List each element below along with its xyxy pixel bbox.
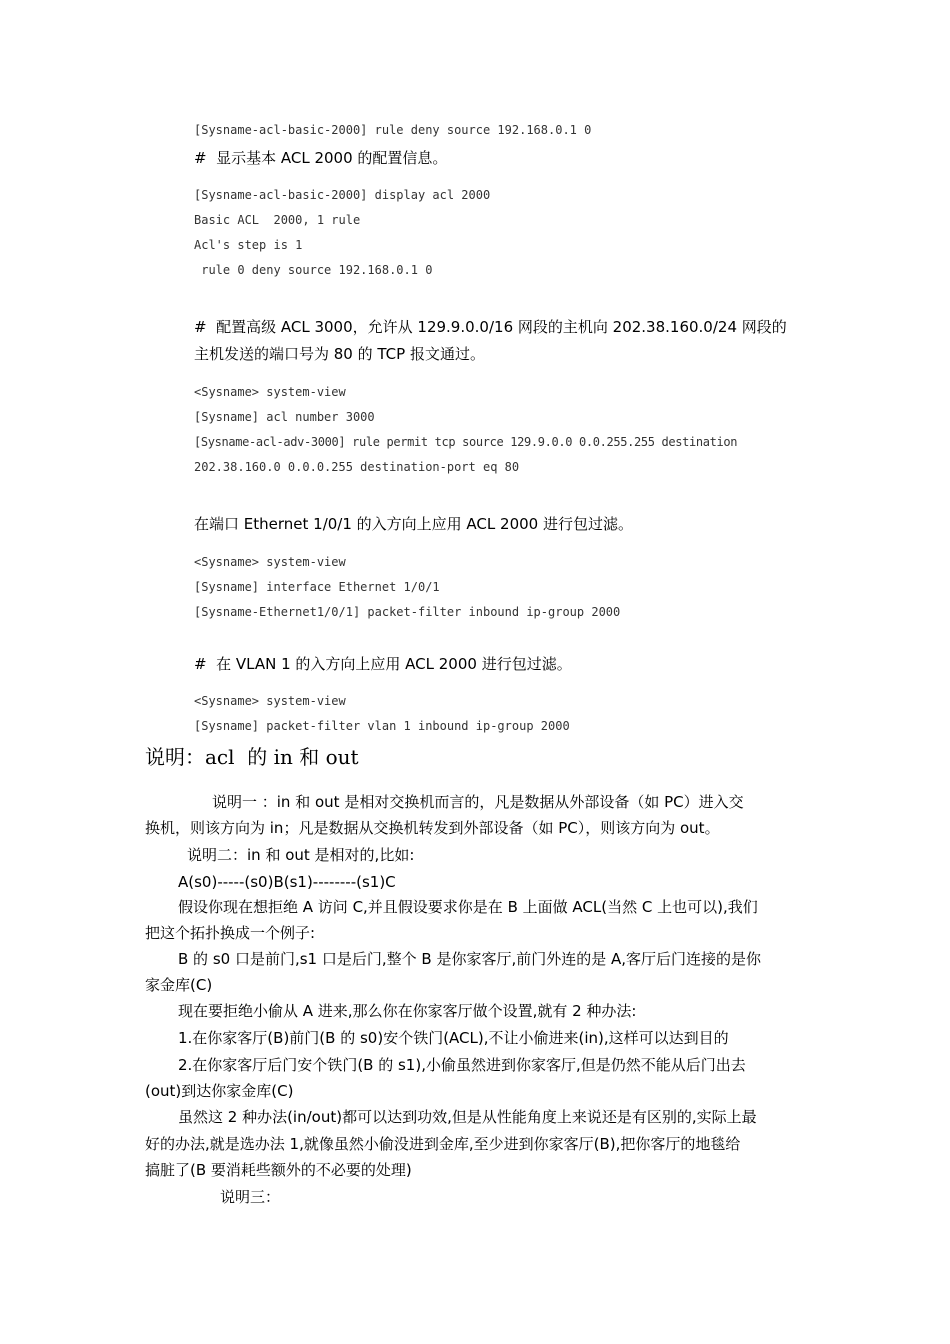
comment-line: 在端口 Ethernet 1/0/1 的入方向上应用 ACL 2000 进行包过滤。 (194, 515, 633, 533)
code-line: [Sysname-acl-adv-3000] rule permit tcp source 129.9.0.0 0.0.255.255 destination (194, 435, 738, 449)
code-line: 202.38.160.0 0.0.0.255 destination-port eq 80 (194, 460, 520, 474)
comment-line: # 在 VLAN 1 的入方向上应用 ACL 2000 进行包过滤。 (194, 655, 572, 673)
paragraph-line: 1.在你家客厅(B)前门(B 的 s0)安个铁门(ACL),不让小偷进来(in),这样可以达到目的 (178, 1029, 729, 1047)
code-line: [Sysname] packet-filter vlan 1 inbound ip-group 2000 (194, 719, 570, 733)
paragraph-line: 把这个拓扑换成一个例子: (145, 924, 316, 942)
comment-line: # 配置高级 ACL 3000，允许从 129.9.0.0/16 网段的主机向 202.38.160.0/24 网段的 (194, 318, 787, 336)
paragraph-line: 现在要拒绝小偷从 A 进来,那么你在你家客厅做个设置,就有 2 种办法: (178, 1002, 637, 1020)
paragraph-line: 虽然这 2 种办法(in/out)都可以达到功效,但是从性能角度上来说还是有区别的,实际上最 (178, 1108, 757, 1126)
paragraph-line: (out)到达你家金库(C) (145, 1082, 294, 1100)
code-line: rule 0 deny source 192.168.0.1 0 (194, 263, 433, 277)
code-line: [Sysname-acl-basic-2000] rule deny source 192.168.0.1 0 (194, 123, 592, 137)
code-line: <Sysname> system-view (194, 694, 346, 708)
code-line: [Sysname-acl-basic-2000] display acl 2000 (194, 188, 491, 202)
code-line: <Sysname> system-view (194, 555, 346, 569)
comment-line: 主机发送的端口号为 80 的 TCP 报文通过。 (194, 345, 485, 363)
paragraph-line: 好的办法,就是选办法 1,就像虽然小偷没进到金库,至少进到你家客厅(B),把你客厅的地毯给 (145, 1135, 741, 1153)
paragraph-line: 2.在你家客厅后门安个铁门(B 的 s1),小偷虽然进到你家客厅,但是仍然不能从后门出去 (178, 1056, 746, 1074)
paragraph-line: 说明一 ：in 和 out 是相对交换机而言的，凡是数据从外部设备（如 PC）进入交 (212, 793, 744, 811)
code-line: Acl's step is 1 (194, 238, 303, 252)
code-line: Basic ACL 2000, 1 rule (194, 213, 361, 227)
paragraph-line: 说明二：in 和 out 是相对的,比如: (187, 846, 415, 864)
paragraph-line: 换机，则该方向为 in；凡是数据从交换机转发到外部设备（如 PC），则该方向为 out。 (145, 819, 720, 837)
paragraph-line: 搞脏了(B 要消耗些额外的不必要的处理) (145, 1161, 412, 1179)
paragraph-line: A(s0)-----(s0)B(s1)--------(s1)C (178, 873, 396, 891)
code-line: [Sysname] interface Ethernet 1/0/1 (194, 580, 440, 594)
code-line: [Sysname] acl number 3000 (194, 410, 375, 424)
paragraph-line: B 的 s0 口是前门,s1 口是后门,整个 B 是你家客厅,前门外连的是 A,客厅后门连接的是你 (178, 950, 762, 968)
comment-line: # 显示基本 ACL 2000 的配置信息。 (194, 149, 448, 167)
code-line: [Sysname-Ethernet1/0/1] packet-filter inbound ip-group 2000 (194, 605, 621, 619)
paragraph-line: 假设你现在想拒绝 A 访问 C,并且假设要求你是在 B 上面做 ACL(当然 C 上也可以),我们 (178, 898, 758, 916)
paragraph-line: 家金库(C) (145, 976, 213, 994)
paragraph-line: 说明三： (220, 1188, 281, 1206)
code-line: <Sysname> system-view (194, 385, 346, 399)
section-heading: 说明：acl 的 in 和 out (145, 745, 359, 769)
